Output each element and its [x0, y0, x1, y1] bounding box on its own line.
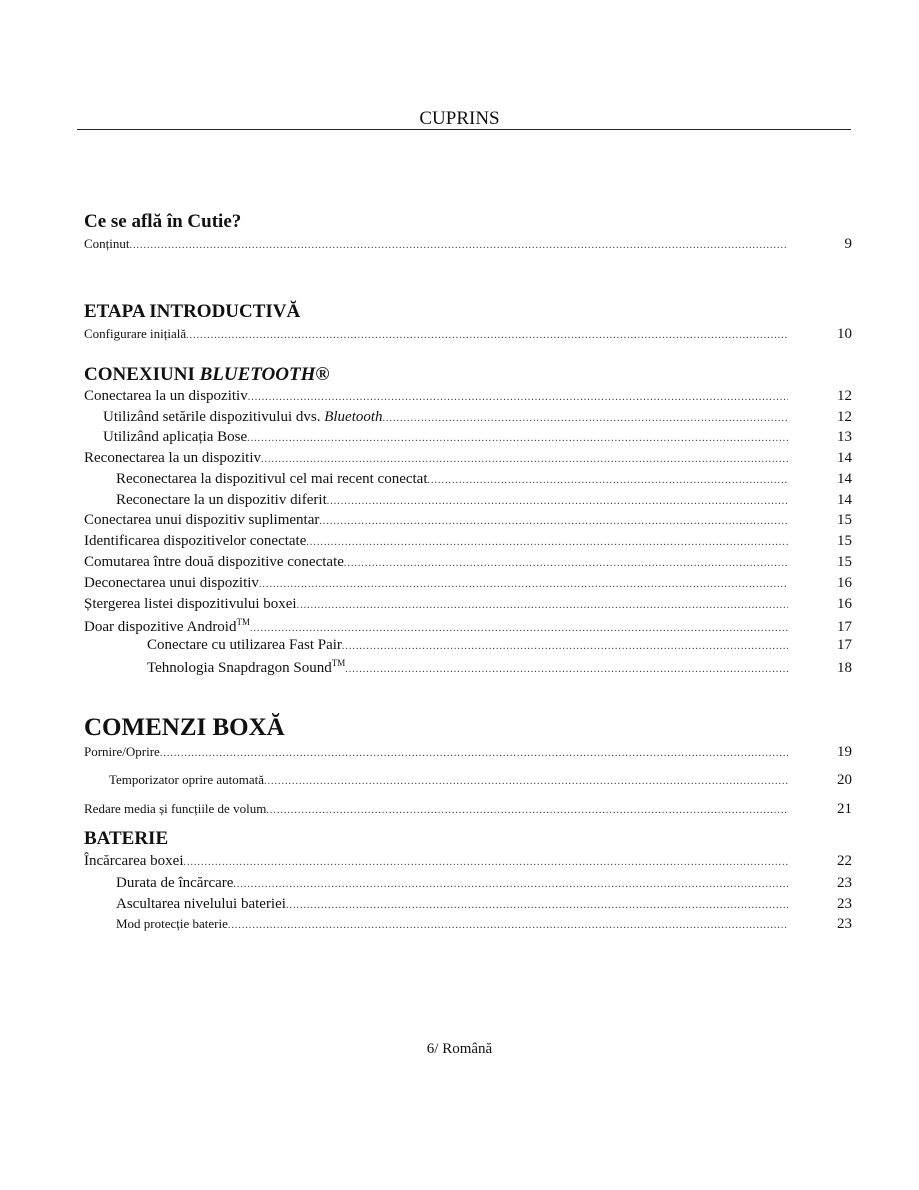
toc-page: 10: [837, 326, 852, 342]
toc-page: 22: [837, 853, 852, 869]
toc-page: 12: [837, 409, 852, 425]
toc-entry-text: Ascultarea nivelului bateriei: [116, 896, 286, 912]
dot-leader: [428, 475, 788, 486]
toc-entry[interactable]: [84, 429, 852, 447]
page-title: [0, 108, 919, 130]
toc-page: 14: [837, 450, 852, 466]
toc-entry[interactable]: [84, 236, 852, 254]
toc-page: 15: [837, 554, 852, 570]
toc-entry-text: Pornire/Oprire: [84, 744, 160, 759]
toc-page: 16: [837, 596, 852, 612]
page-title-text: CUPRINS: [419, 108, 500, 129]
heading-italic: BLUETOOTH: [199, 364, 316, 385]
section-heading: COMENZI BOXĂ: [84, 714, 285, 741]
toc-page: 18: [837, 660, 852, 676]
heading-mark: ®: [315, 364, 330, 385]
toc-entry-text: Identificarea dispozitivelor conectate: [84, 533, 307, 549]
toc-entry-text: Configurare inițială: [84, 326, 187, 341]
dot-leader: [259, 579, 788, 590]
toc-entry[interactable]: [84, 596, 852, 614]
section-heading: [84, 364, 330, 386]
toc-entry-text: [147, 658, 345, 677]
toc-entry[interactable]: [84, 744, 852, 762]
section-heading: Ce se află în Cutie?: [84, 211, 242, 232]
dot-leader: [248, 392, 788, 403]
dot-leader: [261, 454, 788, 465]
toc-page: 23: [837, 875, 852, 891]
toc-entry-text: Redare media și funcțiile de volum: [84, 801, 267, 816]
dot-leader: [344, 558, 788, 569]
toc-entry[interactable]: [84, 492, 852, 510]
toc-entry[interactable]: [84, 896, 852, 914]
entry-text: Tehnologia Snapdragon Sound: [147, 660, 332, 676]
toc-entry-text: Temporizator oprire automată: [109, 772, 265, 787]
toc-page: 17: [837, 637, 852, 653]
dot-leader: [383, 413, 788, 424]
toc-entry-text: Reconectarea la un dispozitiv: [84, 450, 262, 466]
toc-entry[interactable]: [84, 471, 852, 489]
toc-entry[interactable]: [84, 554, 852, 572]
entry-text: Utilizând setările dispozitivului dvs.: [103, 409, 325, 425]
dot-leader: [342, 641, 788, 652]
toc-entry[interactable]: [84, 409, 852, 427]
toc-entry[interactable]: [84, 575, 852, 593]
toc-entry-text: Conectare cu utilizarea Fast Pair: [147, 637, 342, 653]
toc-page: 12: [837, 388, 852, 404]
toc-entry-text: Ștergerea listei dispozitivului boxei: [84, 596, 297, 612]
dot-leader: [250, 623, 788, 634]
dot-leader: [186, 330, 788, 341]
toc-page: 14: [837, 492, 852, 508]
toc-entry[interactable]: [84, 658, 852, 676]
dot-leader: [264, 776, 788, 787]
page-footer: 6/ Română: [426, 1041, 493, 1057]
toc-entry-text: Durata de încărcare: [116, 875, 234, 891]
toc-page: 21: [837, 801, 852, 817]
dot-leader: [297, 600, 788, 611]
toc-page: 16: [837, 575, 852, 591]
dot-leader: [266, 805, 788, 816]
section-heading: BATERIE: [84, 828, 169, 849]
trademark: TM: [236, 617, 250, 627]
dot-leader: [130, 240, 788, 251]
toc-entry-text: Încărcarea boxei: [84, 853, 184, 869]
toc-entry[interactable]: [84, 916, 852, 934]
toc-page: 9: [844, 236, 852, 252]
toc-entry[interactable]: [84, 388, 852, 406]
toc-entry-text: Reconectare la un dispozitiv diferit: [116, 492, 327, 508]
toc-entry[interactable]: [84, 853, 852, 871]
toc-page: 15: [837, 512, 852, 528]
dot-leader: [247, 433, 788, 444]
entry-text: Doar dispozitive Android: [84, 619, 237, 635]
dot-leader: [160, 748, 788, 759]
dot-leader: [286, 900, 788, 911]
toc-entry-text: Conectarea la un dispozitiv: [84, 388, 248, 404]
toc-page: 17: [837, 619, 852, 635]
toc-entry[interactable]: [84, 617, 852, 635]
toc-entry-text: Reconectarea la dispozitivul cel mai recent conectat: [116, 471, 428, 487]
dot-leader: [319, 516, 788, 527]
heading-text: CONEXIUNI: [84, 364, 200, 385]
toc-entry-text: [84, 617, 250, 636]
toc-page: 13: [837, 429, 852, 445]
toc-entry[interactable]: [84, 772, 852, 790]
trademark: TM: [331, 658, 346, 668]
toc-entry-text: [103, 409, 383, 426]
toc-entry-text: Comutarea între două dispozitive conectate: [84, 554, 344, 570]
dot-leader: [306, 537, 788, 548]
dot-leader: [228, 920, 788, 931]
toc-entry[interactable]: [84, 637, 852, 655]
toc-entry-text: Conținut: [84, 236, 130, 251]
toc-page: 23: [837, 916, 852, 932]
toc-entry[interactable]: [84, 450, 852, 468]
toc-entry-text: Conectarea unui dispozitiv suplimentar: [84, 512, 320, 528]
toc-page: 14: [837, 471, 852, 487]
toc-entry-text: Deconectarea unui dispozitiv: [84, 575, 259, 591]
toc-entry[interactable]: [84, 533, 852, 551]
dot-leader: [184, 857, 788, 868]
toc-page: 19: [837, 744, 852, 760]
dot-leader: [327, 496, 788, 507]
toc-entry[interactable]: [84, 875, 852, 893]
toc-page: 15: [837, 533, 852, 549]
toc-page: 23: [837, 896, 852, 912]
dot-leader: [345, 664, 788, 675]
dot-leader: [233, 879, 788, 890]
toc-page: 20: [837, 772, 852, 788]
entry-italic: Bluetooth: [324, 409, 383, 425]
toc-entry-text: Utilizând aplicația Bose: [103, 429, 248, 445]
toc-entry[interactable]: [84, 801, 852, 819]
section-heading: ETAPA INTRODUCTIVĂ: [84, 301, 301, 322]
toc-entry[interactable]: [84, 326, 852, 344]
toc-entry[interactable]: [84, 512, 852, 530]
toc-entry-text: Mod protecție baterie: [116, 916, 228, 931]
